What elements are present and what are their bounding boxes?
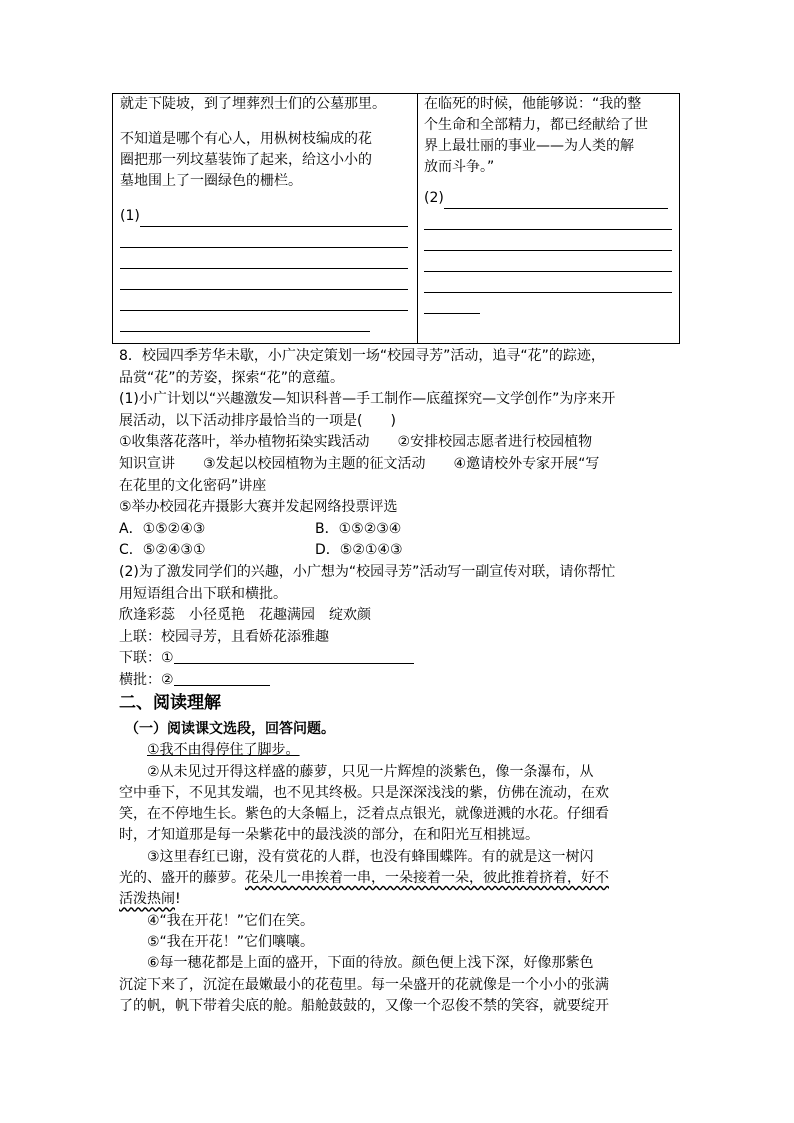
q8-intro-line-1: 8．校园四季芳华未歇，小广决定策划一场“校园寻芳”活动，追寻“花”的踪迹， <box>119 348 605 364</box>
answer-2-blank[interactable] <box>444 194 668 209</box>
para-2-line-1: ②从未见过开得这样盛的藤萝，只见一片辉煌的淡紫色，像一条瀑布，从 <box>147 763 594 780</box>
right-excerpt-line-4: 放而斗争。” <box>424 159 495 175</box>
reading-subtitle: （一）阅读课文选段，回答问题。 <box>125 721 335 737</box>
q8-sub1-line-2: 展活动，以下活动排序最恰当的一项是( ) <box>119 412 396 429</box>
q8-item-line-2: 知识宣讲 ③发起以校园植物为主题的征文活动 ④邀请校外专家开展“写 <box>119 455 600 472</box>
table-left-cell <box>120 94 412 332</box>
left-excerpt-2-line-1: 不知道是哪个有心人，用枞树枝编成的花 <box>120 131 372 147</box>
para-3-wavy-sentence: 花朵儿一串挨着一串，一朵接着一朵，彼此推着挤着，好不 <box>245 870 609 887</box>
q8-sub2-line-1: (2)为了激发同学们的兴趣，小广想为“校园寻芳”活动写一副宣传对联，请你帮忙 <box>119 563 616 580</box>
option-b[interactable]: B．①⑤②③④ <box>315 520 402 537</box>
para-5: ⑤“我在开花！”它们嚷嚷。 <box>147 933 315 950</box>
q8-sub1-line-1: (1)小广计划以“兴趣激发—知识科普—手工制作—底蕴探究—文学创作”为序来开 <box>119 391 616 408</box>
answer-2-line[interactable] <box>424 272 672 293</box>
q8-sub2-line-2: 用短语组合出下联和横批。 <box>119 585 287 602</box>
answer-1-row <box>120 206 412 227</box>
answer-2-line[interactable] <box>424 209 672 230</box>
heng-label: 横批：② <box>119 671 174 688</box>
para-3-exclaim: ! <box>175 891 181 908</box>
q8-item-line-4: ⑤举办校园花卉摄影大赛并发起网络投票评选 <box>119 499 398 516</box>
para-2-line-3: 笑，在不停地生长。紫色的大条幅上，泛着点点银光，就像迸溅的水花。仔细看 <box>119 806 609 823</box>
q8-intro-line-2: 品赏“花”的芳姿，探索“花”的意蕴。 <box>119 369 345 386</box>
para-3-line-3 <box>119 889 681 910</box>
option-d[interactable]: D．⑤②①④③ <box>315 542 403 559</box>
table-right-cell <box>424 94 674 314</box>
para-6-line-1: ⑥每一穗花都是上面的盛开，下面的待放。颜色便上浅下深，好像那紫色 <box>147 955 594 972</box>
question-8 <box>119 346 681 692</box>
section-title: 二、阅读理解 <box>119 693 221 713</box>
answer-1-line[interactable] <box>120 269 408 290</box>
answer-1-label: (1) <box>120 208 140 224</box>
q8-item-line-3: 在花里的文化密码”讲座 <box>119 477 267 494</box>
answer-2-label: (2) <box>424 190 444 206</box>
lower-couplet-label: 下联：① <box>119 650 174 667</box>
para-4: ④“我在开花！”它们在笑。 <box>147 912 315 929</box>
q8-upper-couplet: 上联：校园寻芳，且看娇花添雅趣 <box>119 628 329 645</box>
para-1-text: ①我不由得停住了脚步。 <box>147 742 300 759</box>
q8-options-row-1 <box>119 519 681 541</box>
answer-1-line[interactable] <box>120 248 408 269</box>
left-excerpt-2-line-3: 墓地围上了一圈绿色的栅栏。 <box>120 173 302 189</box>
q8-phrases: 欣逢彩蕊 小径觅艳 花趣满园 绽欢颜 <box>119 607 371 624</box>
para-6-line-3: 了的帆，帆下带着尖底的舱。船舱鼓鼓的，又像一个忍俊不禁的笑容，就要绽开 <box>119 997 609 1014</box>
left-excerpt-2-line-2: 圈把那一列坟墓装饰了起来，给这小小的 <box>120 152 372 168</box>
para-1 <box>119 740 681 761</box>
answer-2-line[interactable] <box>424 230 672 251</box>
para-3-line-1: ③这里春红已谢，没有赏花的人群，也没有蜂围蝶阵。有的就是这一树闪 <box>147 848 594 865</box>
answer-1-line[interactable] <box>120 290 408 311</box>
answer-2-line[interactable] <box>424 293 480 314</box>
reading-passage <box>119 719 681 1017</box>
right-excerpt-line-2: 个生命和全部精力，都已经献给了世 <box>424 117 648 133</box>
answer-table <box>112 93 680 344</box>
para-6-line-2: 沉淀下来了，沉淀在最嫩最小的花苞里。每一朵盛开的花就像是一个小小的张满 <box>119 976 609 993</box>
answer-1-line[interactable] <box>120 311 370 332</box>
q8-options-row-2 <box>119 540 681 562</box>
para-2-line-2: 空中垂下，不见其发端，也不见其终极。只是深深浅浅的紫，仿佛在流动，在欢 <box>119 784 609 801</box>
right-excerpt-line-3: 界上最壮丽的事业——为人类的解 <box>424 138 634 154</box>
para-3-wavy-end: 活泼热闹 <box>119 891 175 908</box>
table-divider <box>417 94 418 343</box>
heng-blank[interactable] <box>174 671 270 686</box>
answer-1-line[interactable] <box>120 227 408 248</box>
para-2-line-4: 时，才知道那是每一朵紫花中的最浅淡的部分，在和阳光互相挑逗。 <box>119 827 539 844</box>
left-excerpt-1: 就走下陡坡，到了埋葬烈士们的公墓那里。 <box>120 96 386 112</box>
q8-lower-couplet-row <box>119 648 681 670</box>
q8-item-line-1: ①收集落花落叶，举办植物拓染实践活动 ②安排校园志愿者进行校园植物 <box>119 434 593 451</box>
lower-couplet-blank[interactable] <box>174 649 414 664</box>
option-c[interactable]: C．⑤②④③① <box>119 542 206 559</box>
answer-2-row <box>424 188 674 209</box>
para-3-line-2 <box>119 868 681 889</box>
para-3-text: 光的、盛开的藤萝。 <box>119 870 245 887</box>
answer-1-blank[interactable] <box>140 212 408 227</box>
right-excerpt-line-1: 在临死的时候，他能够说：“我的整 <box>424 96 642 112</box>
answer-2-line[interactable] <box>424 251 672 272</box>
option-a[interactable]: A．①⑤②④③ <box>119 520 206 537</box>
